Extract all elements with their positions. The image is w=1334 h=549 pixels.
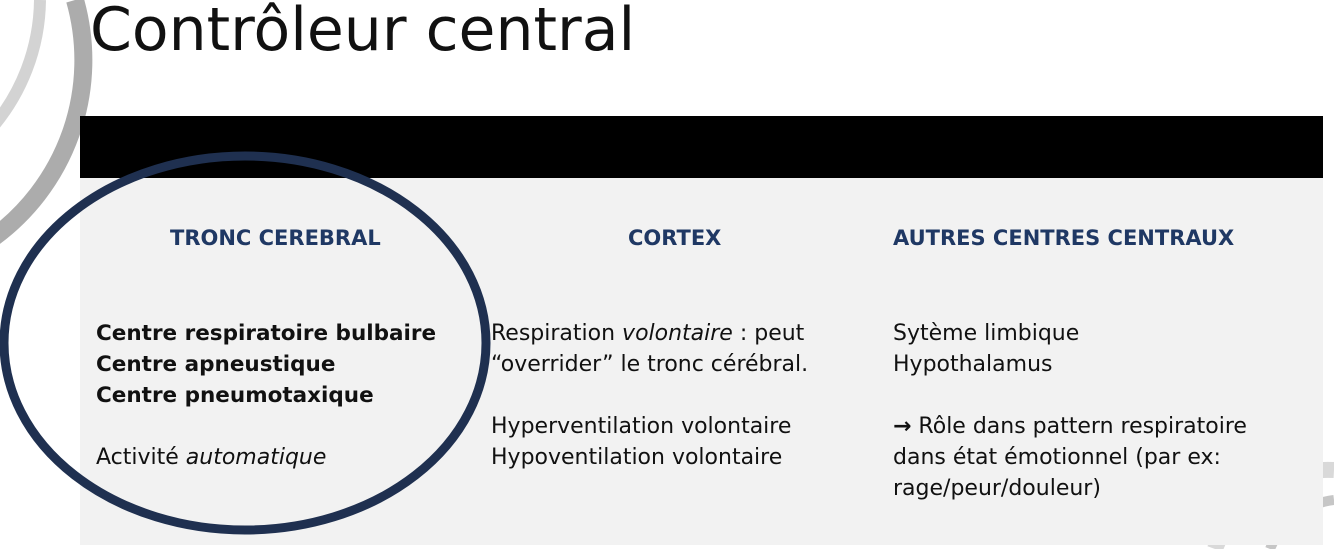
table-header-bar xyxy=(80,116,1323,178)
note-text: Rôle dans pattern respiratoire xyxy=(911,414,1247,439)
cortex-suffix: : peut xyxy=(732,321,805,346)
cortex-line-1 xyxy=(491,318,808,349)
brainstem-activity-text xyxy=(96,442,326,473)
note-line-1 xyxy=(893,411,1247,442)
activity-prefix: Activité xyxy=(96,445,186,470)
other-centers-note xyxy=(893,411,1247,504)
brainstem-centers-list xyxy=(96,318,436,411)
cortex-voluntary-text xyxy=(491,318,808,380)
list-item: Hypoventilation volontaire xyxy=(491,445,783,470)
cortex-prefix: Respiration xyxy=(491,321,623,346)
list-item: Hyperventilation volontaire xyxy=(491,414,792,439)
arrow-icon: → xyxy=(893,414,912,439)
list-item: Centre respiratoire bulbaire xyxy=(96,321,437,346)
cortex-line-2: “overrider” le tronc cérébral. xyxy=(491,352,809,377)
cortex-emphasis: volontaire xyxy=(622,321,733,346)
list-item: Centre pneumotaxique xyxy=(96,383,374,408)
note-line-2: dans état émotionnel (par ex: xyxy=(893,445,1221,470)
other-centers-list xyxy=(893,318,1079,380)
cortex-ventilation-list xyxy=(491,411,791,473)
list-item: Sytème limbique xyxy=(893,321,1080,346)
activity-emphasis: automatique xyxy=(185,445,327,470)
slide-title: Contrôleur central xyxy=(90,0,636,65)
note-line-3: rage/peur/douleur) xyxy=(893,476,1101,501)
list-item: Centre apneustique xyxy=(96,352,336,377)
column-heading-tronc-cerebral: TRONC CEREBRAL xyxy=(170,226,381,250)
column-heading-autres-centres: AUTRES CENTRES CENTRAUX xyxy=(893,226,1235,250)
column-heading-cortex: CORTEX xyxy=(628,226,722,250)
list-item: Hypothalamus xyxy=(893,352,1053,377)
